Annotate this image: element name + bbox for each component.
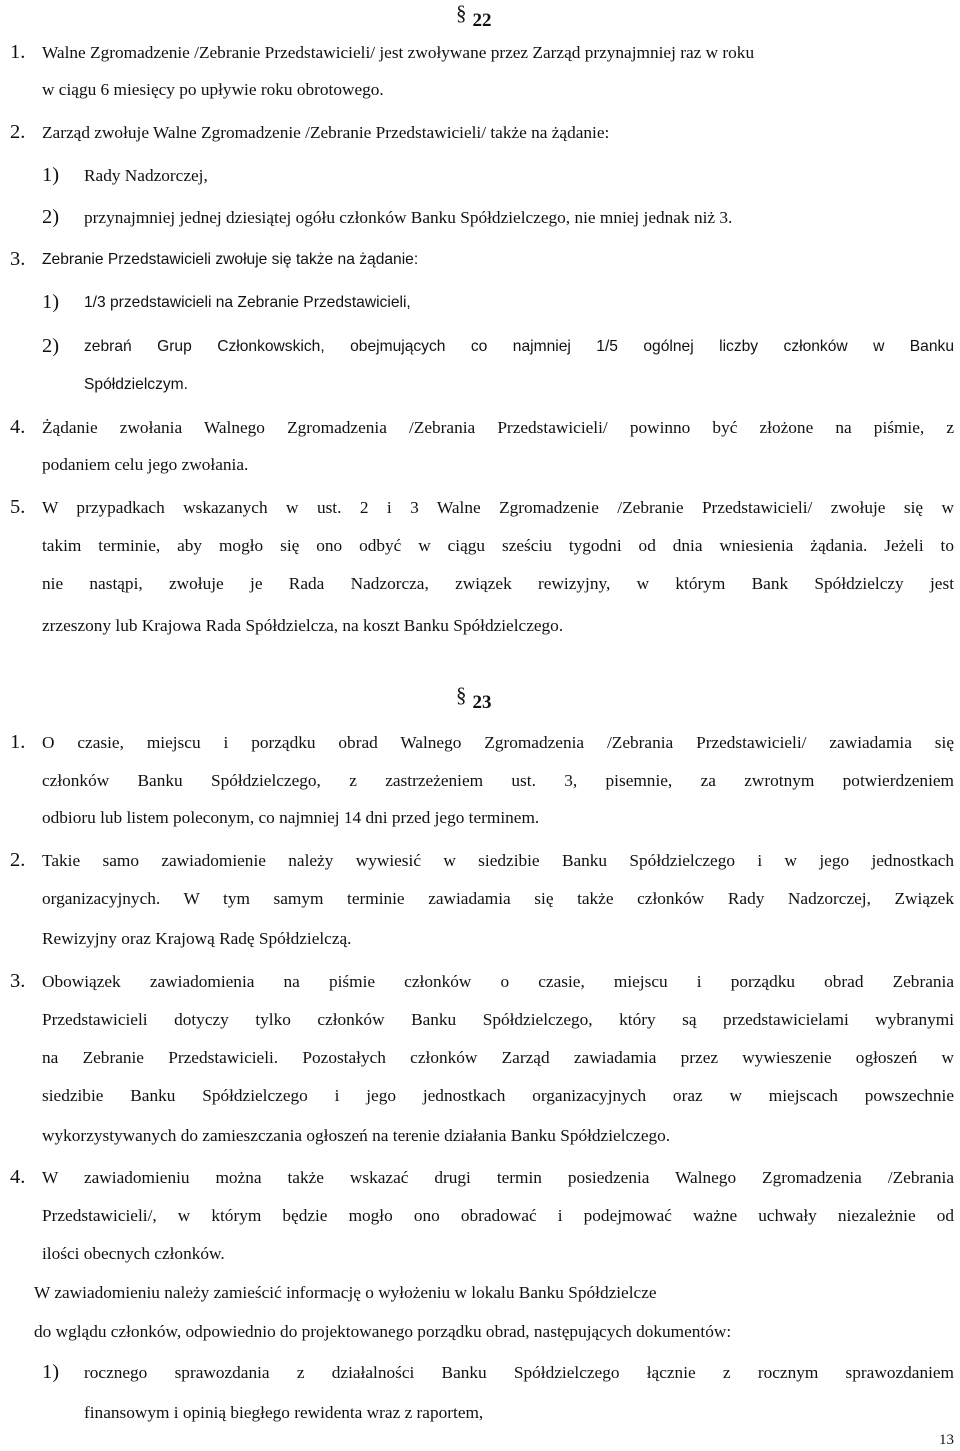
paragraph-line: podaniem celu jego zwołania. — [42, 455, 249, 474]
paragraph-line: O czasie, miejscu i porządku obrad Walnego Zgromadzenia /Zebrania Przedstawicieli/ zawiadamia się — [42, 733, 954, 752]
item-number: 2. — [10, 121, 26, 143]
sub-item-number: 2) — [42, 335, 60, 357]
item-number: 4. — [10, 416, 26, 438]
item-number: 2. — [10, 849, 26, 871]
paragraph-line: Zebranie Przedstawicieli zwołuje się także na żądanie: — [42, 251, 419, 268]
paragraph-line: Przedstawicieli/, w którym będzie mogło ono obradować i podejmować ważne uchwały niezależnie od — [42, 1206, 954, 1225]
paragraph-line: Obowiązek zawiadomienia na piśmie członków o czasie, miejscu i porządku obrad Zebrania — [42, 972, 954, 991]
item-number: 5. — [10, 496, 26, 518]
paragraph-line: na Zebranie Przedstawicieli. Pozostałych członków Zarząd zawiadamia przez wywieszenie ogłoszeń w — [42, 1048, 954, 1067]
paragraph-line: rocznego sprawozdania z działalności Banku Spółdzielczego łącznie z rocznym sprawozdaniem — [84, 1363, 954, 1382]
sub-item-number: 1) — [42, 164, 60, 186]
paragraph-line: organizacyjnych. W tym samym terminie zawiadamia się także członków Rady Nadzorczej, Związek — [42, 889, 954, 908]
section-number: 23 — [472, 692, 492, 713]
paragraph-line: odbioru lub listem poleconym, co najmniej 14 dni przed jego terminem. — [42, 808, 540, 827]
item-number: 3. — [10, 248, 26, 270]
paragraph-line: W przypadkach wskazanych w ust. 2 i 3 Walne Zgromadzenie /Zebranie Przedstawicieli/ zwołuje się w — [42, 498, 954, 517]
page-number: 13 — [939, 1432, 954, 1448]
item-number: 3. — [10, 970, 26, 992]
paragraph-line: Przedstawicieli dotyczy tylko członków Banku Spółdzielczego, który są przedstawicielami wybranymi — [42, 1010, 954, 1029]
section-sign: § — [456, 1, 467, 25]
paragraph-line: Żądanie zwołania Walnego Zgromadzenia /Zebrania Przedstawicieli/ powinno być złożone na piśmie, z — [42, 418, 954, 437]
paragraph-line: zrzeszony lub Krajowa Rada Spółdzielcza, na koszt Banku Spółdzielczego. — [42, 616, 564, 635]
sub-item-number: 2) — [42, 206, 60, 228]
paragraph-line: Rewizyjny oraz Krajową Radę Spółdzielczą. — [42, 929, 352, 948]
paragraph-line: W zawiadomieniu należy zamieścić informację o wyłożeniu w lokalu Banku Spółdzielcze — [34, 1283, 657, 1302]
section-heading-22 — [456, 1, 492, 32]
sub-item-number: 1) — [42, 1361, 60, 1383]
paragraph-line: przynajmniej jednej dziesiątej ogółu członków Banku Spółdzielczego, nie mniej jednak niż 3. — [84, 208, 733, 227]
section-heading-23 — [456, 683, 492, 714]
paragraph-line: Takie samo zawiadomienie należy wywiesić w siedzibie Banku Spółdzielczego i w jego jednostkach — [42, 851, 954, 870]
paragraph-line: członków Banku Spółdzielczego, z zastrzeżeniem ust. 3, pisemnie, za zwrotnym potwierdzeniem — [42, 771, 954, 790]
item-number: 1. — [10, 41, 26, 63]
paragraph-line: zebrań Grup Członkowskich, obejmujących co najmniej 1/5 ogólnej liczby członków w Banku — [84, 338, 954, 355]
paragraph-line: 1/3 przedstawicieli na Zebranie Przedstawicieli, — [84, 294, 411, 311]
paragraph-line: Zarząd zwołuje Walne Zgromadzenie /Zebranie Przedstawicieli/ także na żądanie: — [42, 123, 610, 142]
item-number: 4. — [10, 1166, 26, 1188]
paragraph-line: w ciągu 6 miesięcy po upływie roku obrotowego. — [42, 80, 384, 99]
item-number: 1. — [10, 731, 26, 753]
paragraph-line: W zawiadomieniu można także wskazać drugi termin posiedzenia Walnego Zgromadzenia /Zebrania — [42, 1168, 954, 1187]
paragraph-line: Walne Zgromadzenie /Zebranie Przedstawicieli/ jest zwoływane przez Zarząd przynajmniej raz w roku — [42, 43, 755, 62]
paragraph-line: Spółdzielczym. — [84, 376, 188, 393]
paragraph-line: wykorzystywanych do zamieszczania ogłoszeń na terenie działania Banku Spółdzielczego. — [42, 1126, 671, 1145]
section-number: 22 — [472, 10, 492, 31]
paragraph-line: Rady Nadzorczej, — [84, 166, 208, 185]
paragraph-line: siedzibie Banku Spółdzielczego i jego jednostkach organizacyjnych oraz w miejscach powszechnie — [42, 1086, 954, 1105]
paragraph-line: ilości obecnych członków. — [42, 1244, 225, 1263]
section-sign: § — [456, 683, 467, 707]
paragraph-line: takim terminie, aby mogło się ono odbyć w ciągu sześciu tygodni od dnia wniesienia żądania. Jeżeli to — [42, 536, 954, 555]
sub-item-number: 1) — [42, 291, 60, 313]
paragraph-line: do wglądu członków, odpowiednio do projektowanego porządku obrad, następujących dokumentów: — [34, 1322, 732, 1341]
paragraph-line: nie nastąpi, zwołuje je Rada Nadzorcza, związek rewizyjny, w którym Bank Spółdzielczy jest — [42, 574, 954, 593]
paragraph-line: finansowym i opinią biegłego rewidenta wraz z raportem, — [84, 1403, 484, 1422]
